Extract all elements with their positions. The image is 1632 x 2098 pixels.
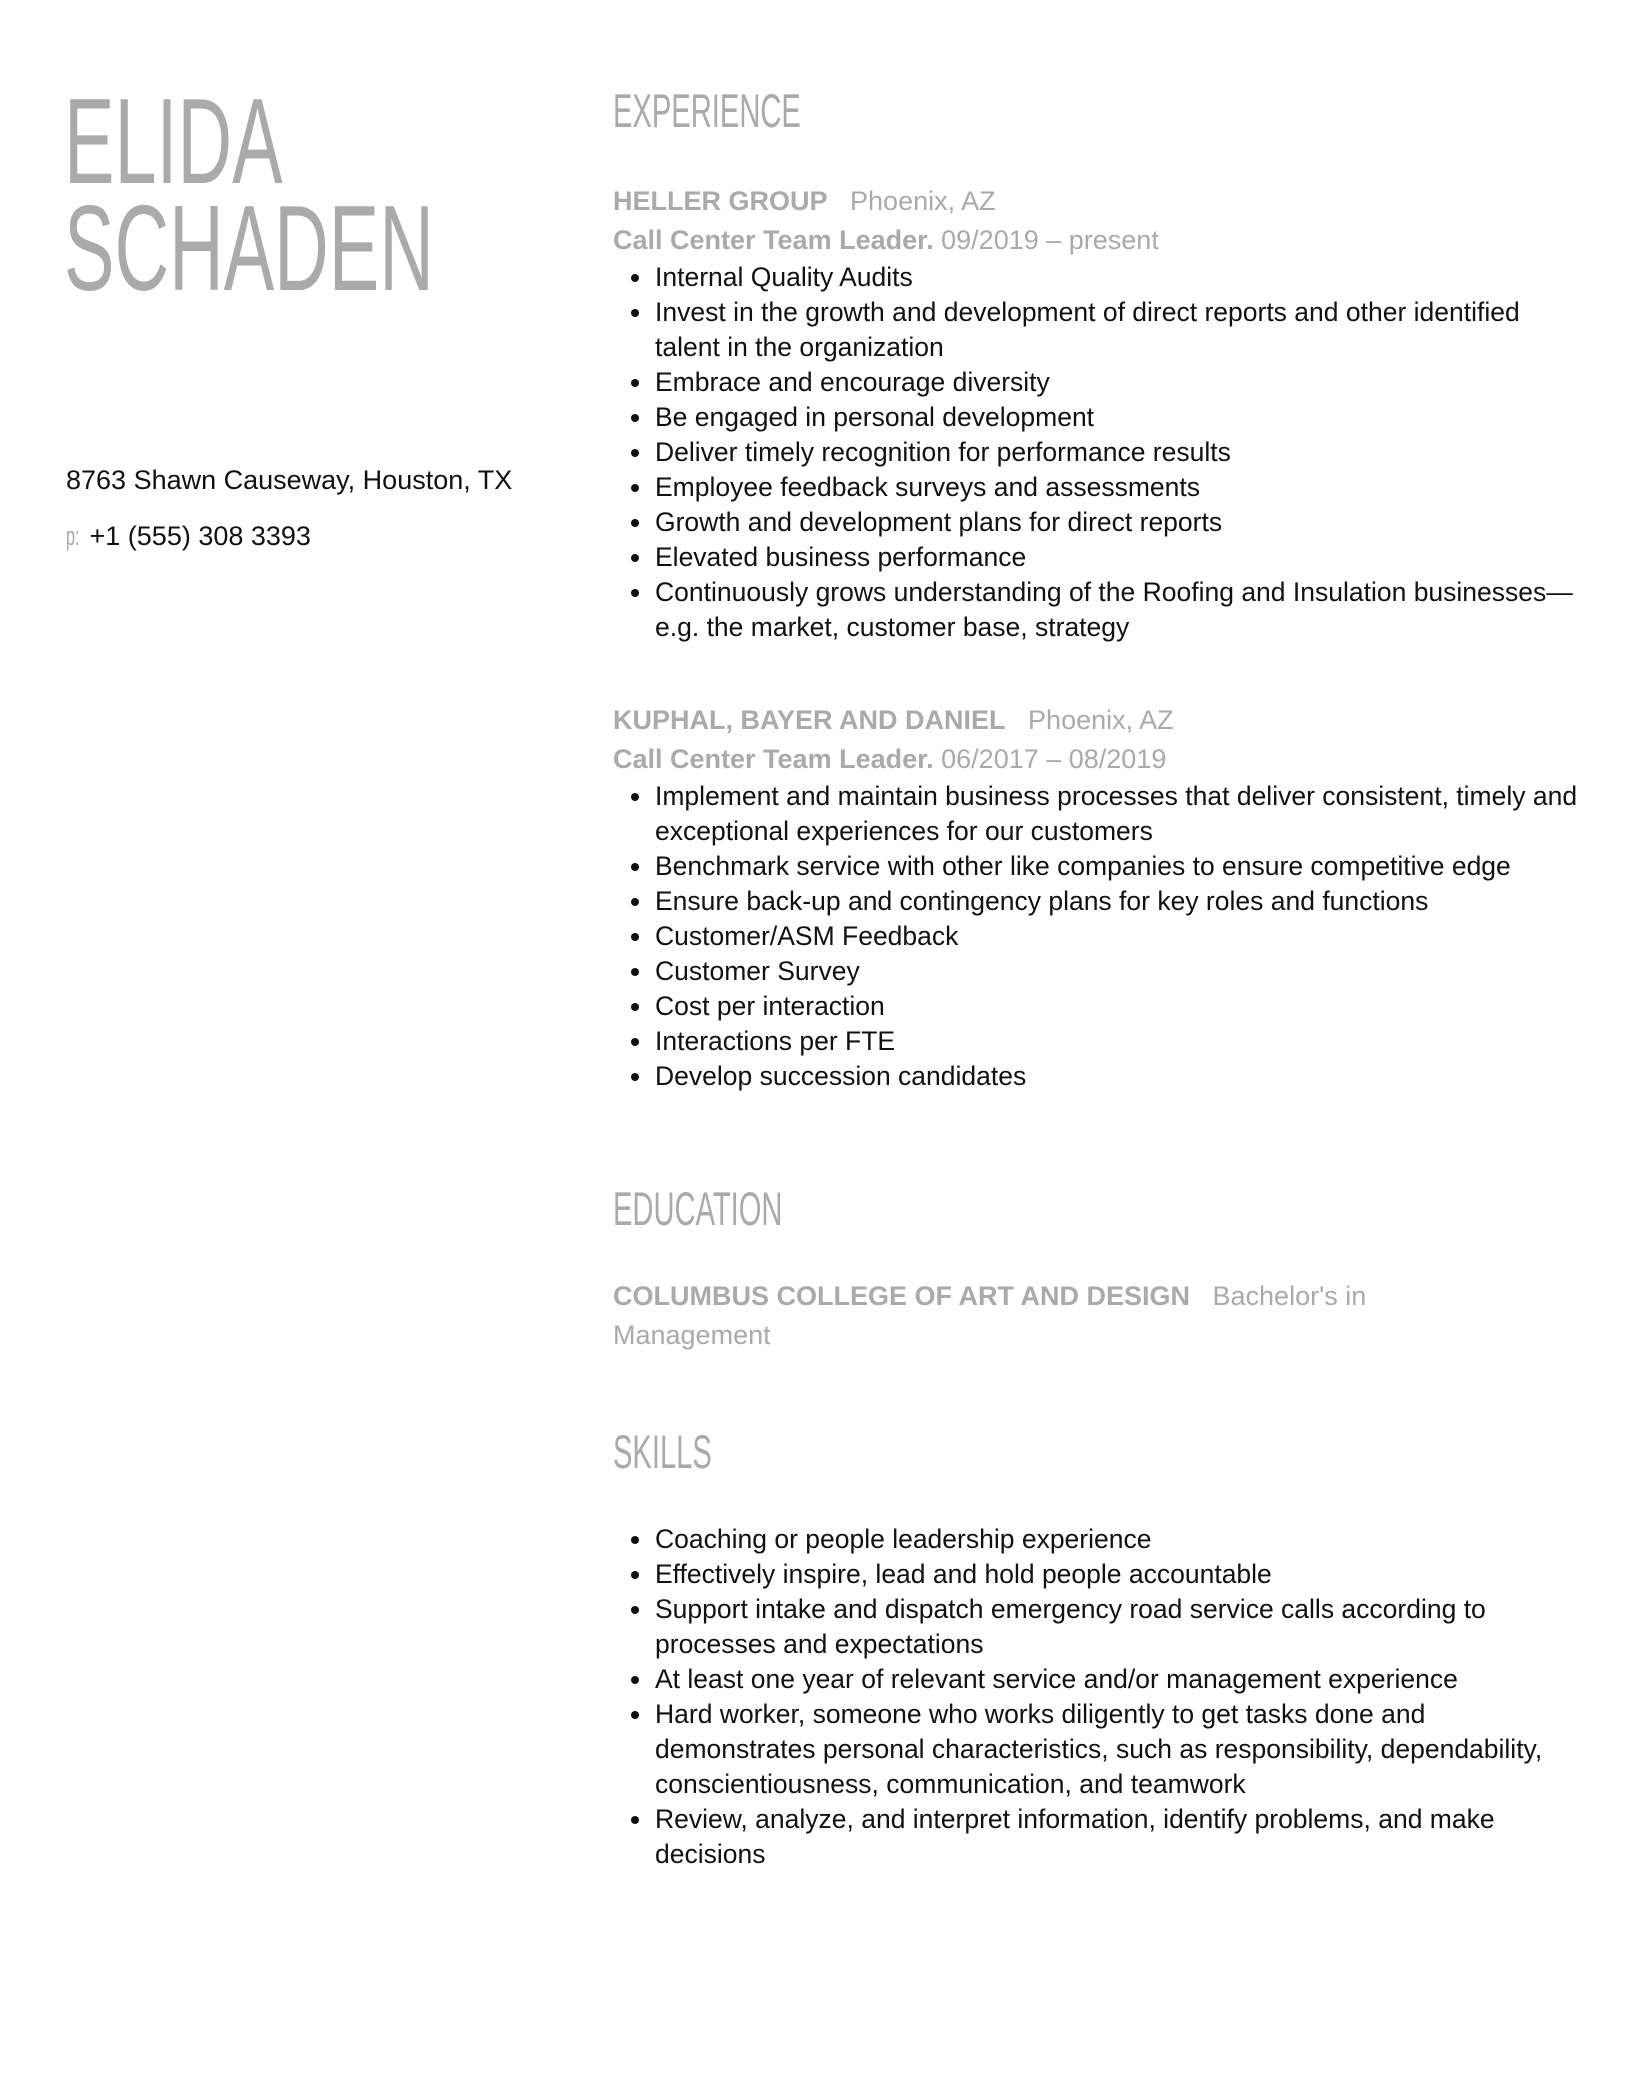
experience-heading: EXPERIENCE <box>613 84 801 137</box>
job-bullets <box>613 779 1590 1094</box>
list-item: Employee feedback surveys and assessments <box>655 470 1590 505</box>
list-item: Customer/ASM Feedback <box>655 919 1590 954</box>
list-item: Interactions per FTE <box>655 1024 1590 1059</box>
skills-heading: SKILLS <box>613 1425 712 1478</box>
list-item: Embrace and encourage diversity <box>655 365 1590 400</box>
list-item: Customer Survey <box>655 954 1590 989</box>
list-item: Be engaged in personal development <box>655 400 1590 435</box>
job-bullets <box>613 260 1590 645</box>
list-item: Develop succession candidates <box>655 1059 1590 1094</box>
list-item: Coaching or people leadership experience <box>655 1522 1590 1557</box>
education-heading: EDUCATION <box>613 1182 783 1235</box>
first-name: ELIDA <box>64 73 283 209</box>
list-item: Growth and development plans for direct reports <box>655 505 1590 540</box>
phone <box>66 521 311 552</box>
list-item: Continuously grows understanding of the Roofing and Insulation businesses—e.g. the market, customer base, strategy <box>655 575 1590 645</box>
list-item: Effectively inspire, lead and hold people accountable <box>655 1557 1590 1592</box>
skills-list <box>613 1522 1593 1872</box>
list-item: Cost per interaction <box>655 989 1590 1024</box>
dates: 09/2019 – present <box>941 225 1159 255</box>
list-item: Elevated business performance <box>655 540 1590 575</box>
role: Call Center Team Leader. <box>613 744 934 774</box>
last-name: SCHADEN <box>64 180 434 316</box>
address: 8763 Shawn Causeway, Houston, TX <box>66 465 513 495</box>
list-item: Deliver timely recognition for performance results <box>655 435 1590 470</box>
list-item: Hard worker, someone who works diligently to get tasks done and demonstrates personal characteristics, such as responsibility, dependability, conscientiousness, communication, and teamwork <box>655 1697 1590 1802</box>
list-item: Invest in the growth and development of direct reports and other identified talent in the organization <box>655 295 1590 365</box>
list-item: Review, analyze, and interpret information, identify problems, and make decisions <box>655 1802 1590 1872</box>
dates: 06/2017 – 08/2019 <box>941 744 1167 774</box>
candidate-name <box>64 73 661 316</box>
school: COLUMBUS COLLEGE OF ART AND DESIGN <box>613 1281 1190 1311</box>
list-item: Implement and maintain business processes that deliver consistent, timely and exceptional experiences for our customers <box>655 779 1590 849</box>
job-1 <box>613 182 1593 645</box>
company: HELLER GROUP <box>613 186 828 216</box>
education-entry <box>613 1277 1433 1355</box>
list-item: Ensure back-up and contingency plans for key roles and functions <box>655 884 1590 919</box>
list-item: Support intake and dispatch emergency road service calls according to processes and expectations <box>655 1592 1590 1662</box>
list-item: Internal Quality Audits <box>655 260 1590 295</box>
phone-number: +1 (555) 308 3393 <box>89 521 311 551</box>
phone-label: p: <box>66 521 80 551</box>
degree: Bachelor's in Management <box>613 1281 1367 1350</box>
role: Call Center Team Leader. <box>613 225 934 255</box>
company: KUPHAL, BAYER AND DANIEL <box>613 705 1006 735</box>
location: Phoenix, AZ <box>850 186 996 216</box>
list-item: Benchmark service with other like companies to ensure competitive edge <box>655 849 1590 884</box>
job-2 <box>613 701 1593 1094</box>
list-item: At least one year of relevant service and/or management experience <box>655 1662 1590 1697</box>
location: Phoenix, AZ <box>1028 705 1174 735</box>
